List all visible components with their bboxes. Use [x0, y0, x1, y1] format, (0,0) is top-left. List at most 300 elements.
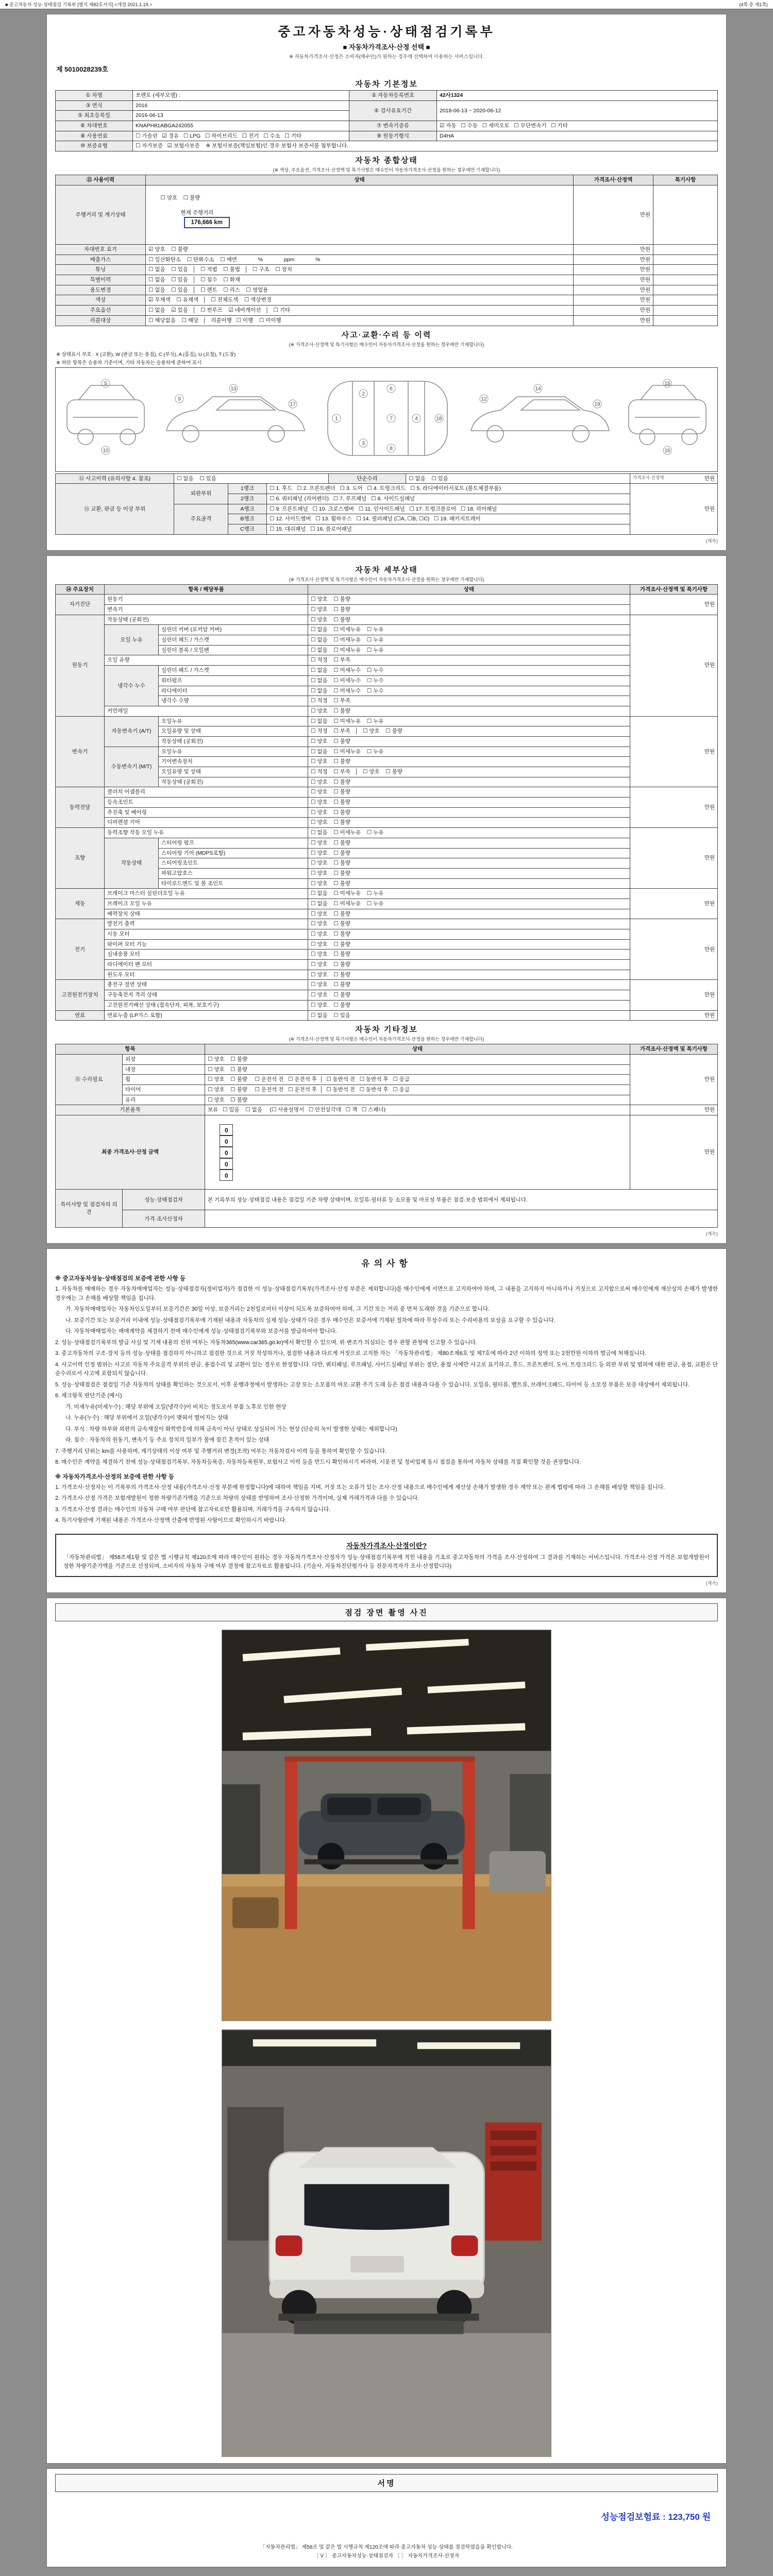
notice-item: 4. 특기사항란에 기재된 내용은 가격조사·산정액 산출에 반영된 사항이므로 확인하시기 바랍니다. [55, 1517, 287, 1524]
simple-repair-label: 단순수리 [329, 473, 406, 484]
item-label: 라디에이터 [159, 686, 308, 696]
notice-item: 5. 성능·상태점검은 점검일 기준 자동차의 상태를 확인하는 것으로서, 이후 운행과정에서 발생하는 고장 또는 소모품의 마모·교환 주기 도래 등은 점검 내용과 다를 수 있습니다. 오일류, 필터류, 벨트류, 브레이크패드, 타이어 등 소모성 부품은 보증 대상에서 제외됩니다. [55, 1381, 690, 1388]
checkbox-group[interactable]: ☐ 양호 ☐ 불량 [308, 838, 630, 848]
mileage-checkbox-group[interactable] [146, 185, 574, 244]
outer-panel-label: 외판부위 [174, 484, 228, 504]
price-survey-select[interactable]: ■ 자동차가격조사·산정 선택 ■ [343, 43, 430, 51]
table-header-row [56, 584, 718, 595]
table-row [56, 1190, 718, 1210]
table-row [56, 605, 718, 615]
item-label: 타이로드엔드 및 볼 조인트 [159, 878, 308, 889]
section-note-accident: (※ 가격조사·산정액 및 특기사항은 매수인이 자동차가격조사·산정을 원하는 경우에만 기재합니다) [289, 342, 484, 347]
item-label: 브레이크 마스터 실린더오일 누유 [105, 889, 308, 899]
exchange-label: ⑬ 교환, 판금 등 이상 부위 [56, 484, 174, 534]
photos-section-title: 점검 장면 촬영 사진 [55, 1603, 718, 1621]
price-digit: 0 [220, 1147, 233, 1158]
item-label: 오일누유 [159, 716, 308, 726]
checkbox-group[interactable]: ☐ 없음 ☑ 있음 │ ☐ 썬루프 ☑ 네비게이션 │ ☐ 기타 [146, 306, 574, 316]
checkbox-group[interactable]: ☐ 없음 ☐ 미세누유 ☐ 누유 [308, 899, 630, 909]
price-digit: 0 [220, 1170, 233, 1181]
checkbox-group[interactable]: ☐ 없음 ☐ 미세누유 ☐ 누유 [308, 645, 630, 655]
item-label: 라디에이터 팬 모터 [105, 960, 308, 970]
rankB-checkbox-group[interactable]: ☐ 12. 사이드멤버 ☐ 13. 휠하우스 ☐ 14. 필러패널 (☐A, ☐B, ☐C) ☐ 19. 패키지트레이 [267, 514, 630, 524]
table-row [56, 245, 718, 255]
row-label: 주행거리 및 계기상태 [56, 185, 146, 244]
item-label: 시동 모터 [105, 929, 308, 940]
price-survey-definition-box [55, 1534, 718, 1578]
checkbox-group[interactable]: ☐ 적정 ☐ 부족 │ ☐ 양호 ☐ 불량 [308, 767, 630, 777]
sheet-main-info [46, 14, 727, 551]
price-cell: 만원 [630, 980, 718, 1010]
price-digit: 0 [220, 1158, 233, 1170]
item-label: 타이어 [123, 1084, 205, 1095]
notice-subitem: 나. 보증기간 또는 보증거리 이내에 성능·상태점검기록부에 기재된 내용과 자동차의 실제 성능·상태가 다른 경우 매수인은 보증서에 기재된 절차에 따라 무상수리 또는 수리비용의 보상을 요구할 수 있습니다. [65, 1317, 556, 1324]
sheet-notice [46, 1248, 727, 1593]
subgroup-label: 자동변속기 (A/T) [105, 716, 159, 747]
row-label: 튜닝 [56, 265, 146, 275]
checkbox-group[interactable]: ☐ 양호 ☐ 불량 [308, 798, 630, 808]
svg-text:5: 5 [104, 381, 107, 387]
item-label: 냉각수 수량 [159, 696, 308, 706]
checkbox-group[interactable]: ☐ 해당없음 ☐ 해당 │ 리콜이행 ☐ 이행 ☐ 미이행 [146, 315, 574, 326]
checkbox-group[interactable]: ☐ 양호 ☐ 불량 [308, 939, 630, 950]
table-row [56, 100, 718, 111]
model-year-value: 2016 [133, 100, 349, 111]
page-continue-mark: (계속) [705, 538, 718, 544]
signature-section-title: 서명 [55, 2474, 718, 2492]
notice-item: 1. 자동차를 매매하는 경우 자동차매매업자는 성능·상태점검자(정비업자)가 점검한 이 성능·상태점검기록부(가격조사·산정 부분은 제외합니다)를 매수인에게 서면으로 고지하여야 하며, 그 내용을 고지하지 아니하거나 거짓으로 고지함으로써 매수인에게 재산상의 손해가 발생한 경우에는 그 손해를 배상할 책임을 집니다. [55, 1286, 719, 1301]
price-unit: 만원 [630, 1115, 718, 1190]
checkbox-group[interactable]: ☐ 양호 ☐ 불량 [308, 980, 630, 990]
plate-number-value: 42사1324 [437, 91, 718, 101]
checkbox-group[interactable]: ☐ 양호 ☐ 불량 [308, 787, 630, 798]
subgroup-label: 작동상태 [105, 838, 159, 888]
item-label: 변속기 [105, 605, 308, 615]
table-row [56, 121, 718, 131]
table-row [56, 1105, 718, 1115]
device-group-label: 조향 [56, 828, 105, 889]
table-row [56, 131, 718, 141]
price-unit: 만원 [704, 475, 715, 482]
table-row [56, 655, 718, 666]
checkbox-group[interactable]: ☐ 양호 ☐ 불량 [308, 595, 630, 605]
table-row [56, 950, 718, 960]
table-header-row [56, 175, 718, 185]
field-label: ① 차명 [56, 91, 133, 101]
vin-value: KNAPH81ABGA242055 [133, 121, 349, 131]
svg-text:14: 14 [535, 386, 541, 392]
inspector-role-label: 성능·상태점검자 [123, 1190, 205, 1210]
table-row [56, 909, 718, 919]
field-label: ⑨ 원동기형식 [349, 131, 437, 141]
table-row [56, 285, 718, 295]
item-label: 외장 [123, 1054, 205, 1064]
price-cell: 만원 [574, 265, 653, 275]
field-label: ⑧ 사용연료 [56, 131, 133, 141]
notice-item: 3. 가격조사·산정 결과는 매수인의 자동차 구매 여부 판단에 참고자료로만 활용되며, 거래가격을 구속하지 않습니다. [55, 1506, 331, 1513]
item-label: 내장 [123, 1064, 205, 1075]
item-label: 오일유량 및 상태 [159, 726, 308, 737]
checkbox-group[interactable]: ☐ 일산화탄소 ☐ 탄화수소 ☐ 매연 % ppm % [146, 255, 574, 265]
svg-text:7: 7 [390, 416, 393, 422]
current-mileage-value: 176,666 km [184, 217, 230, 228]
appraiser-role-label: 가격·조사산정자 [123, 1210, 205, 1228]
field-label: ⑦ 변속기종류 [349, 121, 437, 131]
col-header: 특기사항 [653, 175, 718, 185]
item-label: 오일유량 및 상태 [159, 767, 308, 777]
table-row [56, 141, 718, 151]
item-label: 작동상태 (공회전) [159, 736, 308, 747]
rank-label: 1랭크 [228, 484, 267, 494]
checkbox-group[interactable]: ☐ 양호 ☐ 불량 ☐ 운전석 전 ☐ 운전석 후 │ ☐ 동반석 전 ☐ 동반석 후 ☐ 응급 [205, 1084, 630, 1095]
checkbox-group[interactable]: ☐ 양호 ☐ 불량 [308, 736, 630, 747]
etc-cell [653, 185, 718, 244]
notice-subitem: 나. 누유(누수) : 해당 부위에서 오일(냉각수)이 맺혀서 떨어지는 상태 [65, 1415, 228, 1421]
table-row [56, 939, 718, 950]
notice-subitem: 가. 미세누유(미세누수) : 해당 부위에 오일(냉각수)이 비치는 정도로서 부품 노후로 인한 현상 [65, 1403, 287, 1410]
checkbox-group[interactable]: ☐ 없음 ☐ 있음 │ ☐ 침수 ☐ 화재 [146, 275, 574, 285]
table-row [56, 787, 718, 798]
checkbox-group[interactable]: ☐ 없음 ☐ 있음 │ ☐ 렌트 ☐ 리스 ☐ 영업용 [146, 285, 574, 295]
section-title-etc: 자동차 기타정보 [355, 1025, 418, 1035]
svg-text:16: 16 [664, 448, 670, 454]
section-note-detail: (※ 가격조사·산정액 및 특기사항은 매수인이 자동차가격조사·산정을 원하는 경우에만 기재합니다) [289, 577, 484, 582]
section-title-basic: 자동차 기본정보 [355, 80, 418, 89]
table-row [56, 595, 718, 605]
table-row [56, 91, 718, 101]
table-row [56, 1000, 718, 1010]
basic-items-label: 기본품목 [56, 1105, 205, 1115]
item-label: 커먼레일 [105, 706, 308, 716]
device-group-label: 전기 [56, 919, 105, 980]
sheet-signature [46, 2468, 727, 2567]
table-row [56, 615, 718, 625]
checkbox-text[interactable]: ☐ 양호 ☐ 불량 [160, 194, 200, 201]
price-cell: 만원 [574, 315, 653, 326]
subgroup-label: 수동변속기 (M/T) [105, 747, 159, 787]
item-label: 작동상태 (공회전) [105, 615, 308, 625]
table-row [56, 1075, 718, 1085]
notice-section2-title: ※ 자동차가격조사·산정의 보증에 관한 사항 등 [55, 1473, 174, 1480]
etc-cell [653, 285, 718, 295]
price-cell: 만원 [630, 615, 718, 716]
car-damage-diagram-box [55, 367, 718, 472]
etc-info-table [55, 1044, 718, 1228]
item-label: 충전구 절연 상태 [105, 980, 308, 990]
inspection-photo-suv-rear [222, 2029, 551, 2457]
accident-history-label: ⑫ 사고이력 (유의사항 4. 참조) [56, 473, 174, 484]
item-label: 배력장치 상태 [105, 909, 308, 919]
svg-text:12: 12 [481, 396, 487, 402]
fuel-checkbox-group[interactable]: ☐ 가솔린 ☑ 경유 ☐ LPG ☐ 하이브리드 ☐ 전기 ☐ 수소 ☐ 기타 [133, 131, 349, 141]
fee-label: 성능점검보험료 : [601, 2512, 666, 2522]
item-label: 스티어링 기어 (MDPS포함) [159, 848, 308, 858]
table-row [56, 970, 718, 980]
table-row [56, 838, 718, 848]
final-price-label: 최종 가격조사·산정 금액 [56, 1115, 205, 1190]
checkbox-group[interactable]: ☐ 없음 ☐ 미세누유 ☐ 누유 [308, 635, 630, 646]
checkbox-group[interactable]: ☐ 양호 ☐ 불량 [308, 757, 630, 767]
section-title-overall: 자동차 종합상태 [355, 156, 418, 165]
checkbox-group[interactable]: 보유 ☐ 있음 ☐ 없음 (☐ 사용설명서 ☐ 안전삼각대 ☐ 잭 ☐ 스패너) [205, 1105, 630, 1115]
price-cell: 만원 [630, 1010, 718, 1021]
panel-exchange-table [55, 483, 718, 534]
col-header: 상태 [205, 1044, 630, 1055]
row-label: 특별이력 [56, 275, 146, 285]
table-row [56, 960, 718, 970]
table-row [56, 484, 718, 494]
price-cell: 만원 [630, 889, 718, 919]
item-label: 스티어링조인트 [159, 858, 308, 869]
checkbox-group[interactable]: ☐ 양호 ☐ 불량 [308, 615, 630, 625]
table-row [56, 807, 718, 818]
table-row [56, 255, 718, 265]
item-label: 유리 [123, 1095, 205, 1105]
appraiser-opinion-text [205, 1210, 718, 1228]
item-label: 오일 유량 [105, 655, 308, 666]
notice-item: 1. 가격조사·산정자는 이 기록부의 가격조사·산정 내용(가격조사·산정 부분에 한정합니다)에 대하여 책임을 지며, 거짓 또는 오류가 있는 조사·산정 내용으로 매수인에게 재산상 손해가 발생한 경우 계약 또는 관계 법령에 따라 그 손해를 배상할 책임을 집니다. [55, 1484, 665, 1490]
price-cell: 만원 [574, 285, 653, 295]
document-title: 중고자동차성능·상태점검기록부 [278, 25, 495, 39]
table-row [56, 625, 718, 635]
row-label: 차대번호 표기 [56, 245, 146, 255]
item-label: 구동축전지 격리 상태 [105, 990, 308, 1001]
notice-title: 유의사항 [361, 1259, 412, 1269]
etc-cell [653, 265, 718, 275]
price-cell: 만원 [630, 484, 718, 534]
item-label: 추진축 및 베어링 [105, 807, 308, 818]
price-cell: 만원 [630, 1105, 718, 1115]
col-header: 가격조사·산정액 [574, 175, 653, 185]
table-row [56, 990, 718, 1001]
row-label: 주요옵션 [56, 306, 146, 316]
checkbox-group[interactable]: ☐ 양호 ☐ 불량 [308, 970, 630, 980]
col-header: 가격조사·산정액 및 특기사항 [630, 1044, 718, 1055]
section-note-overall: (※ 색상, 주요옵션, 가격조사·산정액 및 특기사항은 매수인이 자동차가격조사·산정을 원하는 경우에만 기재합니다) [273, 167, 500, 173]
svg-text:1: 1 [335, 416, 338, 422]
price-digit: 0 [220, 1124, 233, 1136]
notice-item: 6. 체크항목 판단기준 (예시) [55, 1393, 122, 1399]
svg-text:19: 19 [594, 401, 600, 408]
checkbox-group[interactable]: ☐ 양호 ☐ 불량 [308, 990, 630, 1001]
price-survey-note: ※ 자동차가격조사·산정은 소비자(매수인)가 원하는 경우에 선택하여 이용하는 서비스입니다. [289, 54, 484, 60]
rank-label: C랭크 [228, 524, 267, 534]
checkbox-group[interactable]: ☐ 없음 ☐ 미세누유 ☐ 누유 [308, 716, 630, 726]
item-label: 작동상태 (공회전) [159, 777, 308, 787]
checkbox-group[interactable]: ☐ 양호 ☐ 불량 [205, 1064, 630, 1075]
current-mileage [165, 201, 230, 235]
accident-history-table [55, 473, 718, 484]
table-row [56, 706, 718, 716]
table-row [56, 1095, 718, 1105]
etc-cell [653, 315, 718, 326]
checkbox-group[interactable]: ☐ 없음 ☐ 미세누유 ☐ 누유 [308, 625, 630, 635]
item-label: 휠 [123, 1075, 205, 1085]
checkbox-group[interactable]: ☐ 양호 ☐ 불량 [205, 1095, 630, 1105]
notice-item: 2. 가격조사·산정 가격은 보험개발원이 정한 차량기준가액을 기준으로 차량의 상태를 반영하여 조사·산정한 가격이며, 실제 거래가격과 다를 수 있습니다. [55, 1495, 419, 1502]
inspection-valid-value: 2018-06-13 ~ 2020-06-12 [437, 100, 718, 121]
field-label: ⑤ 최초등록일 [56, 111, 133, 121]
vehicle-basis-legend: ※ 하단 항목은 승용차 기준이며, 기타 자동차는 승용차에 준하여 표시 [56, 360, 202, 366]
svg-text:13: 13 [230, 386, 237, 392]
table-row [56, 828, 718, 838]
item-label: 파워고압호스 [159, 868, 308, 878]
field-label: ③ 연식 [56, 100, 133, 111]
col-header: 항목 [56, 1044, 205, 1055]
row-label: 배출가스 [56, 255, 146, 265]
checkbox-group[interactable]: ☐ 적정 ☐ 부족 │ ☐ 양호 ☐ 불량 [308, 726, 630, 737]
checkbox-group[interactable]: ☐ 양호 ☐ 불량 [308, 818, 630, 828]
checkbox-group[interactable]: ☐ 양호 ☐ 불량 [308, 950, 630, 960]
section-note-etc: (※ 가격조사·산정액 및 특기사항은 매수인이 자동차가격조사·산정을 원하는 경우에만 기재합니다) [289, 1037, 484, 1042]
checkbox-group[interactable]: ☐ 양호 ☐ 불량 [308, 929, 630, 940]
checkbox-group[interactable]: ☐ 양호 ☐ 불량 [308, 706, 630, 716]
field-label: ⑥ 차대번호 [56, 121, 133, 131]
rank-label: B랭크 [228, 514, 267, 524]
subgroup-label: 오일 누유 [105, 625, 159, 655]
rankC-checkbox-group[interactable]: ☐ 15. 대쉬패널 ☐ 16. 플로어패널 [267, 524, 630, 534]
table-row [56, 275, 718, 285]
item-label: 기어변속장치 [159, 757, 308, 767]
checkbox-group[interactable]: ☐ 없음 ☐ 미세누수 ☐ 누수 [308, 686, 630, 696]
price-cell: 만원 [574, 255, 653, 265]
state-symbol-legend: ※ 상태표시 부호 : X (교환), W (판금 또는 용접), C (부식), A (흠집), U (요철), T (도장) [56, 351, 236, 358]
definition-box-title: 자동차가격조사·산정이란? [346, 1541, 427, 1550]
item-label: 오일누유 [159, 747, 308, 757]
item-label: 실린더 헤드 / 가스켓 [159, 635, 308, 646]
checkbox-group[interactable]: ☐ 양호 ☐ 불량 [308, 848, 630, 858]
checkbox-group[interactable]: ☐ 없음 ☐ 미세누수 ☐ 누수 [308, 675, 630, 686]
table-row [56, 716, 718, 726]
section-title-accident: 사고·교환·수리 등 이력 [341, 330, 432, 340]
checkbox-group[interactable]: ☐ 양호 ☐ 불량 [308, 605, 630, 615]
checkbox-group[interactable]: ☐ 적정 ☐ 부족 [308, 696, 630, 706]
warranty-checkbox-group[interactable]: ☐ 자가보증 ☑ 보험사보증 ※ 보험사보증(책임보험)인 경우 보험사 보증서를 첨부합니다. [133, 141, 718, 151]
item-label: 와이퍼 모터 기능 [105, 939, 308, 950]
page-continue-mark: (계속) [705, 1581, 718, 1586]
checkbox-group[interactable]: ☐ 적정 ☐ 부족 [308, 655, 630, 666]
checkbox-group[interactable]: ☐ 없음 ☐ 미세누유 ☐ 누유 [308, 747, 630, 757]
checkbox-group[interactable]: ☐ 양호 ☐ 불량 ☐ 운전석 전 ☐ 운전석 후 │ ☐ 동반석 전 ☐ 동반석 후 ☐ 응급 [205, 1075, 630, 1085]
item-label: 실린더 블록 / 오일팬 [159, 645, 308, 655]
table-row [56, 899, 718, 909]
table-row [56, 1210, 718, 1228]
table-row [56, 818, 718, 828]
checkbox-group[interactable]: ☐ 없음 ☐ 있음 │ ☐ 적법 ☐ 불법 │ ☐ 구조 ☐ 장치 [146, 265, 574, 275]
simple-repair-checkbox-group[interactable]: ☐ 없음 ☐ 있음 [406, 473, 630, 484]
checkbox-group[interactable]: ☐ 없음 ☐ 미세누유 ☐ 누유 [308, 828, 630, 838]
etc-cell [653, 295, 718, 306]
device-group-label: 고전원전기장치 [56, 980, 105, 1010]
checkbox-group[interactable]: ☐ 양호 ☐ 불량 [308, 807, 630, 818]
col-header: 상태 [308, 584, 630, 595]
svg-text:17: 17 [290, 401, 296, 408]
item-label: 스티어링 펌프 [159, 838, 308, 848]
checkbox-group[interactable]: ☐ 양호 ☐ 불량 [308, 858, 630, 869]
svg-text:9: 9 [178, 396, 181, 402]
field-label: ⑩ 보증유형 [56, 141, 133, 151]
table-row [56, 929, 718, 940]
table-row [56, 473, 718, 484]
price-mini-label: 가격조사·산정액 [633, 474, 664, 480]
price-digit: 0 [220, 1136, 233, 1147]
inspection-insurance-fee [62, 2510, 711, 2522]
first-registration-value: 2016-06-13 [133, 111, 349, 121]
table-row [56, 315, 718, 326]
table-row [56, 1084, 718, 1095]
price-cell: 만원 [630, 787, 718, 828]
table-row [56, 185, 718, 244]
checkbox-group[interactable]: ☐ 양호 ☐ 불량 [308, 878, 630, 889]
price-cell: 만원 [574, 295, 653, 306]
table-row [56, 798, 718, 808]
price-cell: 만원 [574, 185, 653, 244]
rank1-checkbox-group[interactable]: ☐ 1. 후드 ☐ 2. 프론트펜더 ☐ 3. 도어 ☐ 4. 트렁크리드 ☐ 5. 라디에이터서포트 (볼트체결부품) [267, 484, 630, 494]
checkbox-group[interactable]: ☐ 없음 ☐ 미세누유 ☐ 누유 [308, 889, 630, 899]
etc-cell [653, 255, 718, 265]
etc-cell [653, 275, 718, 285]
col-header: 항목 / 해당부품 [105, 584, 308, 595]
checkbox-group[interactable]: ☐ 없음 ☐ 있음 [308, 1010, 630, 1021]
table-row [56, 1010, 718, 1021]
svg-text:8: 8 [390, 446, 393, 452]
notice-item: 2. 성능·상태점검기록부의 발급 사실 및 기재 내용의 진위 여부는 자동차365(www.car365.go.kr)에서 확인할 수 있으며, 위·변조가 의심되는 경우 관할 관청에 신고할 수 있습니다. [55, 1339, 477, 1346]
item-label: 원동기 [105, 595, 308, 605]
transmission-checkbox-group[interactable]: ☑ 자동 ☐ 수동 ☐ 세미오토 ☐ 무단변속기 ☐ 기타 [437, 121, 718, 131]
checkbox-group[interactable]: ☑ 양호 ☐ 불량 [146, 245, 574, 255]
table-row [56, 666, 718, 676]
rank2-checkbox-group[interactable]: ☐ 6. 쿼터패널 (리어펜더) ☐ 7. 루프패널 ☐ 8. 사이드실패널 [267, 494, 630, 504]
checkbox-group[interactable]: ☐ 양호 ☐ 불량 [205, 1054, 630, 1064]
notice-item: 8. 매수인은 계약을 체결하기 전에 성능·상태점검기록부, 자동차등록증, 자동차등록원부, 보험사고 이력 등을 반드시 확인하시기 바라며, 시운전 및 정비업체 동시 점검을 통하여 자동차 상태를 직접 확인할 것을 권장합니다. [55, 1459, 581, 1466]
rankA-checkbox-group[interactable]: ☐ 9. 프론트패널 ☐ 10. 크로스멤버 ☐ 11. 인사이드패널 ☐ 17. 트렁크플로어 ☐ 18. 리어패널 [267, 504, 630, 514]
item-label: 윈도우 모터 [105, 970, 308, 980]
checkbox-group[interactable]: ☐ 양호 ☐ 불량 [308, 919, 630, 929]
col-header: 상태 [146, 175, 574, 185]
repair-needed-label: ⑮ 수리필요 [56, 1054, 123, 1105]
item-label: 실내송풍 모터 [105, 950, 308, 960]
notice-item: 7. 주행거리 단위는 km를 사용하며, 계기상태의 이상 여부 및 주행거리 변경(조작) 여부는 자동차검사 이력 등을 통하여 확인할 수 있습니다. [55, 1448, 387, 1454]
checkbox-group[interactable]: ☐ 양호 ☐ 불량 [308, 777, 630, 787]
field-label: ④ 검사유효기간 [349, 100, 437, 121]
notice-subitem: 가. 자동차매매업자는 자동차인도일부터 보증기간은 30일 이상, 보증거리는 2천킬로미터 이상이 되도록 보증하여야 하며, 그 기간 또는 거리 중 먼저 도래한 것을 기준으로 합니다. [65, 1306, 490, 1313]
item-label: 고전원전기배선 상태 (접속단자, 피복, 보호기구) [105, 1000, 308, 1010]
table-row [56, 889, 718, 899]
checkbox-group[interactable]: ☑ 무채색 ☐ 유채색 │ ☐ 전체도색 ☐ 색상변경 [146, 295, 574, 306]
field-label: ② 자동차등록번호 [349, 91, 437, 101]
device-group-label: 변속기 [56, 716, 105, 787]
checkbox-group[interactable]: ☐ 없음 ☐ 미세누수 ☐ 누수 [308, 666, 630, 676]
accident-checkbox-group[interactable]: ☐ 없음 ☐ 있음 [174, 473, 329, 484]
price-cell: 만원 [630, 716, 718, 787]
table-row [56, 1115, 718, 1190]
checkbox-group[interactable]: ☐ 양호 ☐ 불량 [308, 909, 630, 919]
checkbox-group[interactable]: ☐ 양호 ☐ 불량 [308, 960, 630, 970]
checkbox-group[interactable]: ☐ 양호 ☐ 불량 [308, 868, 630, 878]
current-mileage-label: 현재 주행거리 [180, 209, 214, 216]
col-header: ⑭ 주요장치 [56, 584, 105, 595]
checkbox-group[interactable]: ☐ 양호 ☐ 불량 [308, 1000, 630, 1010]
overall-state-table [55, 175, 718, 326]
svg-text:15: 15 [664, 381, 670, 387]
device-group-label: 자기진단 [56, 595, 105, 615]
price-cell: 만원 [574, 306, 653, 316]
price-cell: 만원 [630, 828, 718, 889]
document-header [55, 20, 718, 61]
svg-text:10: 10 [103, 448, 109, 454]
device-group-label: 원동기 [56, 615, 105, 716]
table-row [56, 306, 718, 316]
